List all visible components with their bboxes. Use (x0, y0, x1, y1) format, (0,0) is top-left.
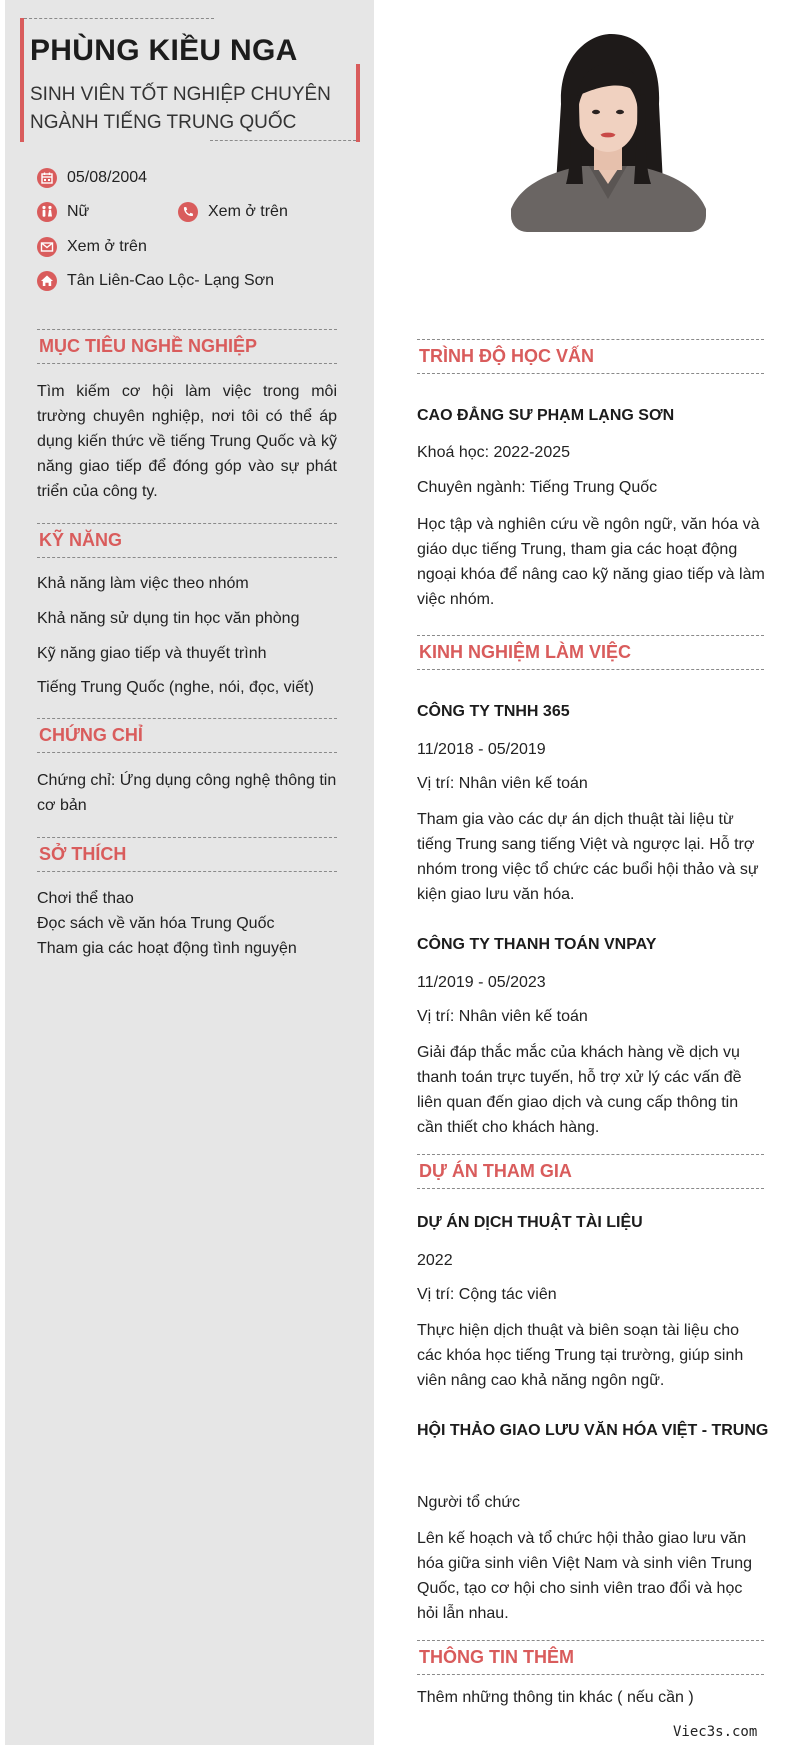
skill-item: Khả năng sử dụng tin học văn phòng (37, 610, 300, 627)
experience-heading: KINH NGHIỆM LÀM VIỆC (417, 635, 764, 670)
accent-bar (356, 64, 360, 142)
project-description: Lên kế hoạch và tổ chức hội thảo giao lưu văn hóa giữa sinh viên Việt Nam và sinh viên Trung Quốc, tạo cơ hội cho sinh viên trao đổi và học hỏi lẫn nhau. (417, 1530, 753, 1622)
hobbies-heading: SỞ THÍCH (37, 837, 337, 872)
home-icon (37, 271, 57, 291)
skill-item: Kỹ năng giao tiếp và thuyết trình (37, 645, 267, 662)
hobby-item: Chơi thể thao (37, 890, 134, 907)
gender-row (37, 202, 89, 222)
project-description: Thực hiện dịch thuật và biên soạn tài liệu cho các khóa học tiếng Trung tại trường, giúp sinh viên nâng cao khả năng ngôn ngữ. (417, 1322, 744, 1389)
address-row (37, 271, 274, 291)
calendar-icon (37, 168, 57, 188)
phone-value: Xem ở trên (208, 203, 288, 220)
projects-heading: DỰ ÁN THAM GIA (417, 1154, 764, 1189)
address-value: Tân Liên-Cao Lộc- Lạng Sơn (67, 272, 275, 289)
company-name: CÔNG TY TNHH 365 (417, 703, 570, 720)
phone-icon (178, 202, 198, 222)
project-year: 2022 (417, 1252, 453, 1269)
project-title: DỰ ÁN DỊCH THUẬT TÀI LIỆU (417, 1214, 643, 1231)
project-role: Người tổ chức (417, 1494, 521, 1511)
divider (210, 140, 356, 141)
skills-heading: KỸ NĂNG (37, 523, 337, 558)
hobby-item: Tham gia các hoạt động tình nguyện (37, 940, 297, 957)
candidate-name: PHÙNG KIỀU NGA (30, 34, 298, 67)
phone-row (178, 202, 288, 222)
job-title: SINH VIÊN TỐT NGHIỆP CHUYÊN NGÀNH TIẾNG TRUNG QUỐC (30, 84, 331, 133)
education-description: Học tập và nghiên cứu về ngôn ngữ, văn hóa và giáo dục tiếng Trung, tham gia các hoạt động ngoại khóa để nâng cao kỹ năng giao tiếp và làm việc nhóm. (417, 516, 765, 608)
project-role: Vị trí: Cộng tác viên (417, 1286, 557, 1303)
job-period: 11/2019 - 05/2023 (417, 974, 546, 991)
sidebar (5, 0, 374, 1745)
gender-value: Nữ (67, 203, 90, 220)
gender-icon (37, 202, 57, 222)
watermark: Viec3s.com (673, 1724, 758, 1740)
job-description: Tham gia vào các dự án dịch thuật tài liệu từ tiếng Trung sang tiếng Việt và ngược lại. Hỗ trợ nhóm trong việc tổ chức các buổi hội thảo và sự kiện giao lưu văn hóa. (417, 811, 759, 903)
education-heading: TRÌNH ĐỘ HỌC VẤN (417, 339, 764, 374)
objective-text: Tìm kiếm cơ hội làm việc trong môi trường chuyên nghiệp, nơi tôi có thể áp dụng kiến thức về tiếng Trung Quốc và kỹ năng giao tiếp để đóng góp vào sự phát triển của công ty. (37, 383, 337, 500)
job-position: Vị trí: Nhân viên kế toán (417, 1008, 588, 1025)
profile-photo (511, 34, 706, 232)
objective-heading: MỤC TIÊU NGHỀ NGHIỆP (37, 329, 337, 364)
hobby-item: Đọc sách về văn hóa Trung Quốc (37, 915, 275, 932)
certificate-text: Chứng chỉ: Ứng dụng công nghệ thông tin cơ bản (37, 772, 337, 814)
skill-item: Khả năng làm việc theo nhóm (37, 575, 249, 592)
skill-item: Tiếng Trung Quốc (nghe, nói, đọc, viết) (37, 679, 314, 696)
job-description: Giải đáp thắc mắc của khách hàng về dịch vụ thanh toán trực tuyến, hỗ trợ xử lý các vấn đề liên quan đến giao dịch và cung cấp thông tin cần thiết cho khách hàng. (417, 1044, 742, 1136)
birthday-row (37, 168, 147, 188)
job-position: Vị trí: Nhân viên kế toán (417, 775, 588, 792)
portrait-illustration (511, 34, 706, 232)
project-title: HỘI THẢO GIAO LƯU VĂN HÓA VIỆT - TRUNG (417, 1422, 769, 1439)
email-value: Xem ở trên (67, 238, 147, 255)
company-name: CÔNG TY THANH TOÁN VNPAY (417, 936, 657, 953)
birthday-value: 05/08/2004 (67, 169, 148, 186)
additional-text: Thêm những thông tin khác ( nếu cần ) (417, 1689, 694, 1706)
email-icon (37, 237, 57, 257)
course-period: Khoá học: 2022-2025 (417, 444, 571, 461)
school-name: CAO ĐẲNG SƯ PHẠM LẠNG SƠN (417, 407, 675, 424)
major: Chuyên ngành: Tiếng Trung Quốc (417, 479, 658, 496)
job-period: 11/2018 - 05/2019 (417, 741, 546, 758)
additional-heading: THÔNG TIN THÊM (417, 1640, 764, 1675)
email-row (37, 237, 147, 257)
certificates-heading: CHỨNG CHỈ (37, 718, 337, 753)
